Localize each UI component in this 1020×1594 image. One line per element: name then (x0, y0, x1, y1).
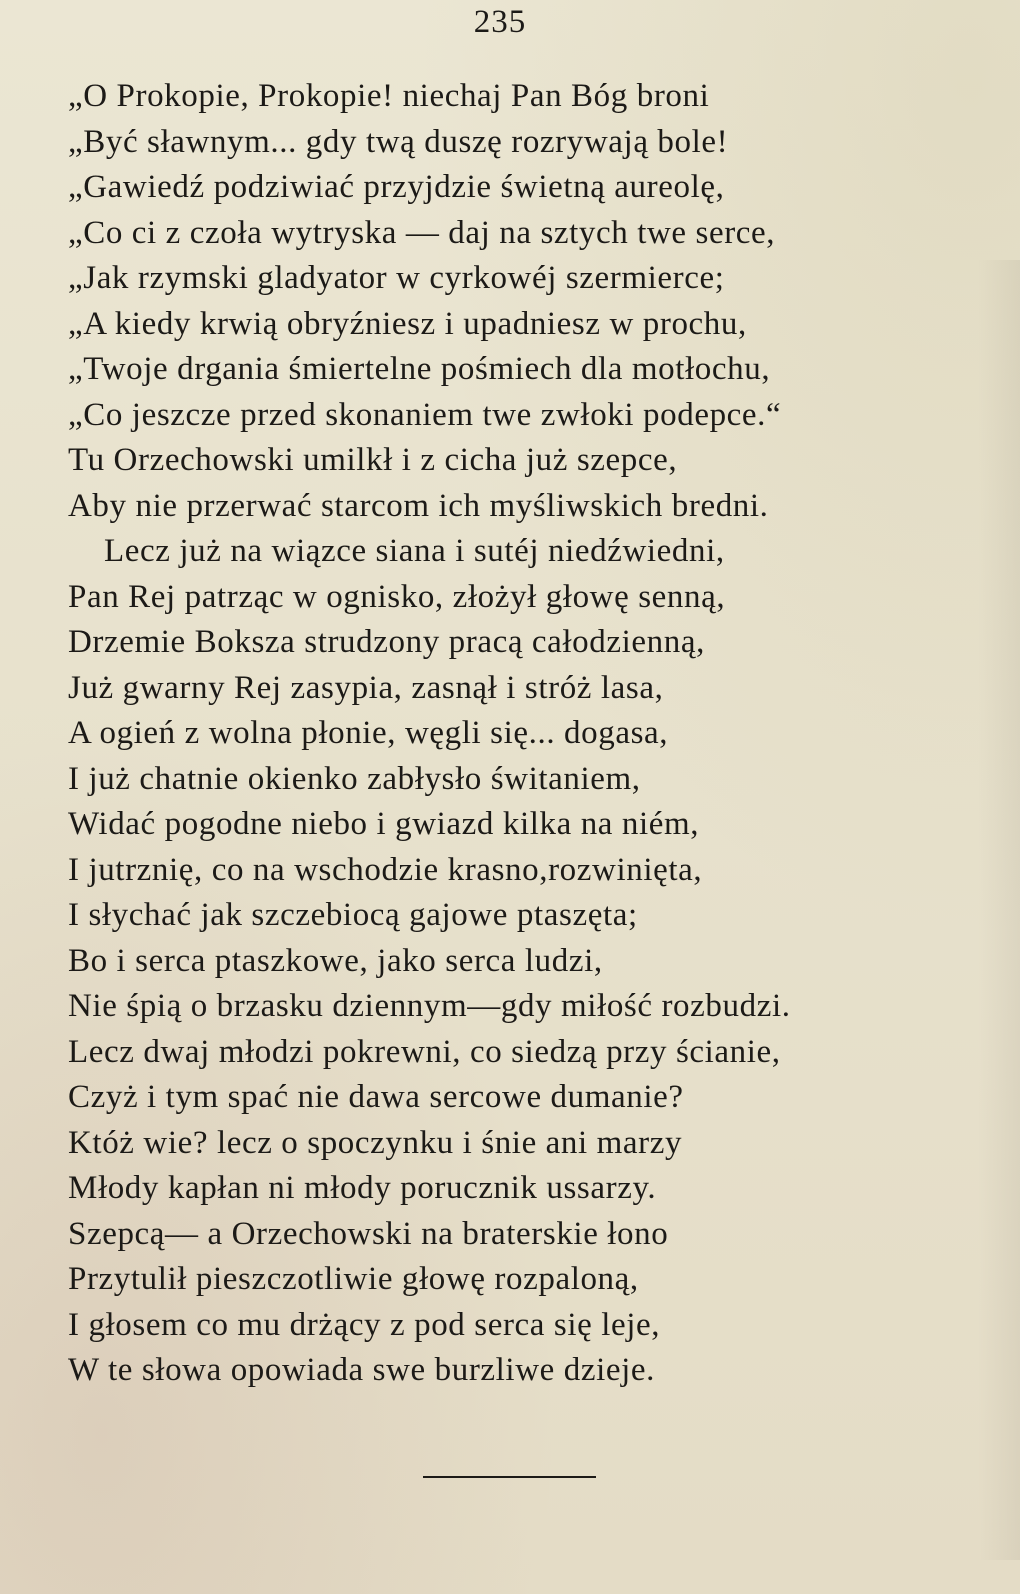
facing-page-bleed (978, 260, 1020, 1560)
poem-line: „Co jeszcze przed skonaniem twe zwłoki podepce.“ (68, 396, 782, 433)
poem-line: „A kiedy krwią obryźniesz i upadniesz w prochu, (68, 305, 747, 342)
poem-line: „Co ci z czoła wytryska — daj na sztych twe serce, (68, 214, 776, 251)
poem-line: Szepcą— a Orzechowski na braterskie łono (68, 1215, 669, 1252)
poem-line: I słychać jak szczebiocą gajowe ptaszęta; (68, 897, 638, 933)
poem-line: Tu Orzechowski umilkł i z cicha już szepce, (68, 442, 678, 478)
poem-line: Drzemie Boksza strudzony pracą całodzienną, (68, 624, 705, 660)
poem-line: I głosem co mu drżący z pod serca się leje, (68, 1306, 661, 1343)
poem-line: W te słowa opowiada swe burzliwe dzieje. (68, 1352, 655, 1388)
poem-line: I już chatnie okienko zabłysło świtaniem, (68, 760, 641, 797)
poem-line: Czyż i tym spać nie dawa sercowe dumanie? (68, 1079, 684, 1115)
poem-line: Nie śpią o brzasku dziennym—gdy miłość rozbudzi. (68, 988, 791, 1024)
poem-line: „Twoje drgania śmiertelne pośmiech dla motłochu, (68, 351, 771, 387)
poem-line: Bo i serca ptaszkowe, jako serca ludzi, (68, 942, 603, 979)
poem-line: Lecz dwaj młodzi pokrewni, co siedzą przy ścianie, (68, 1033, 781, 1070)
poem-line: „Jak rzymski gladyator w cyrkowéj szermierce; (68, 260, 725, 296)
poem-line: Młody kapłan ni młody porucznik ussarzy. (68, 1170, 657, 1206)
poem-line: „O Prokopie, Prokopie! niechaj Pan Bóg broni (68, 78, 710, 114)
poem-line: „Być sławnym... gdy twą duszę rozrywają bole! (68, 123, 729, 160)
poem-line: Lecz już na wiązce siana i sutéj niedźwiedni, (104, 533, 725, 569)
poem-line: Przytulił pieszczotliwie głowę rozpaloną, (68, 1261, 639, 1297)
page-number: 235 (473, 4, 527, 40)
poem-line: A ogień z wolna płonie, węgli się... dogasa, (68, 715, 669, 751)
poem-line: Pan Rej patrząc w ognisko, złożył głowę senną, (68, 578, 726, 615)
poem-text (68, 74, 948, 1394)
poem-line: Widać pogodne niebo i gwiazd kilka na niém, (68, 806, 700, 842)
section-divider (423, 1476, 596, 1478)
poem-line: „Gawiedź podziwiać przyjdzie świetną aureolę, (68, 169, 725, 205)
poem-line: I jutrznię, co na wschodzie krasno,rozwinięta, (68, 851, 703, 888)
poem-line: Już gwarny Rej zasypia, zasnął i stróż lasa, (68, 669, 664, 706)
poem-line: Któż wie? lecz o spoczynku i śnie ani marzy (68, 1124, 683, 1161)
poem-line: Aby nie przerwać starcom ich myśliwskich bredni. (68, 487, 769, 524)
